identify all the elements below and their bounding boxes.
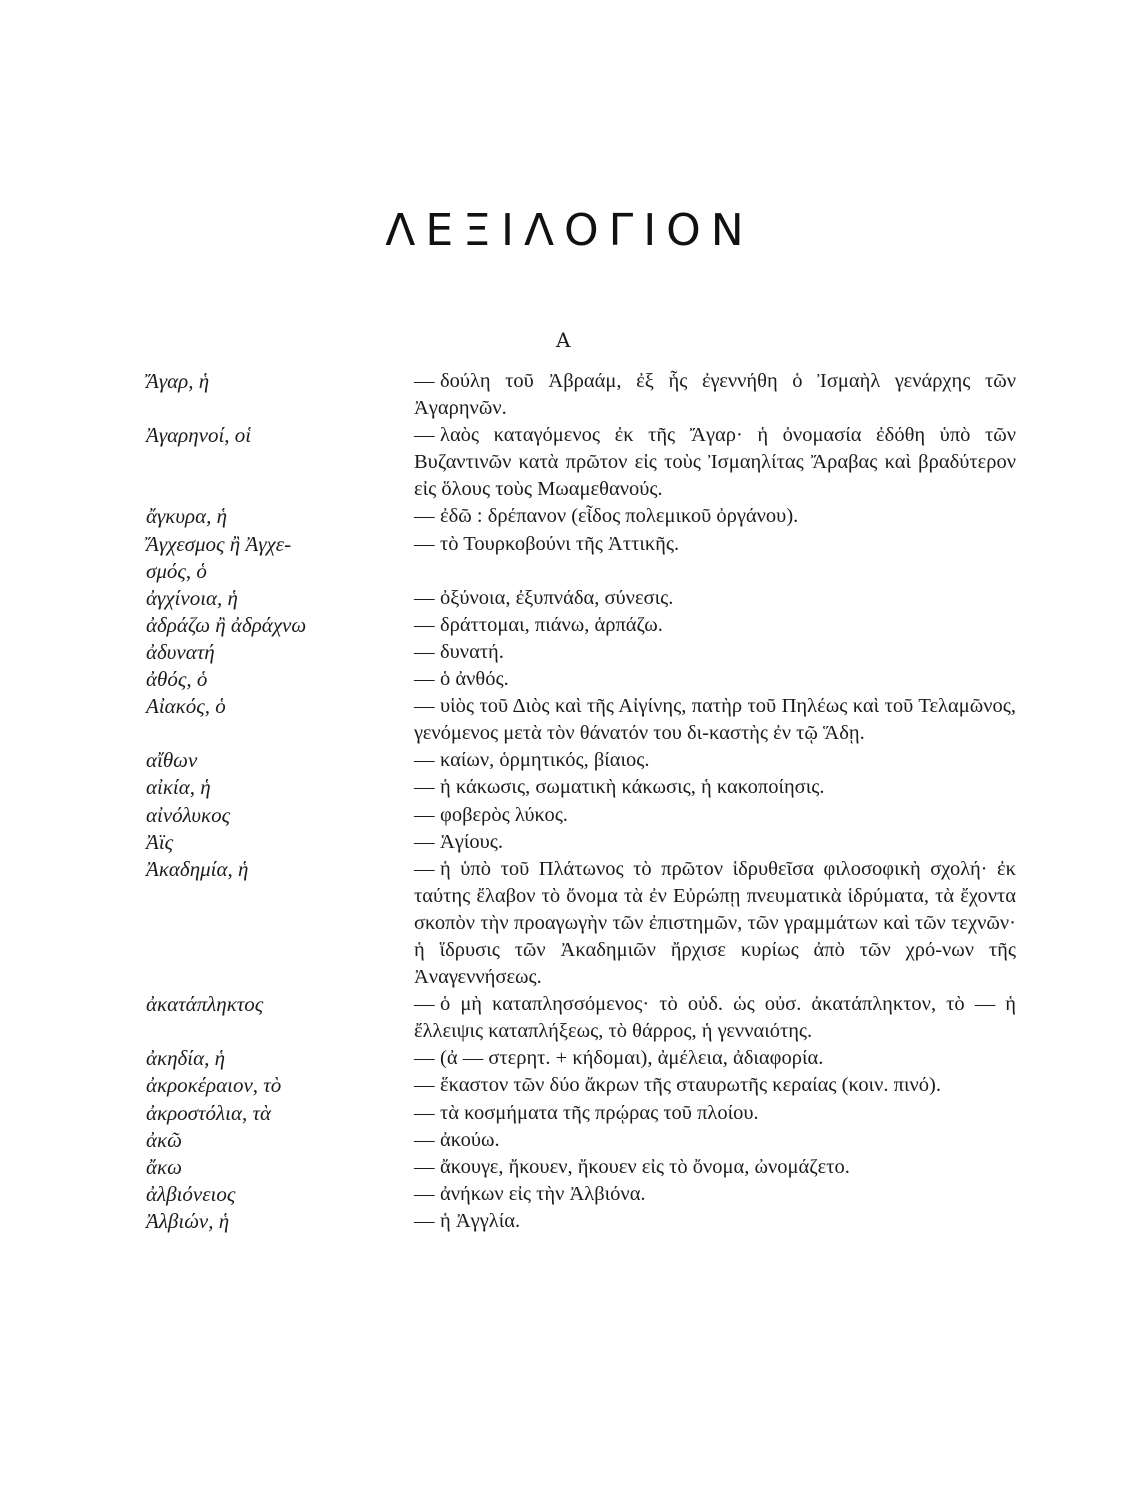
- dash: —: [414, 857, 435, 880]
- entry-definition: — ὁ ἀνθός.: [414, 666, 1016, 693]
- entry-definition: — ἡ ὑπὸ τοῦ Πλάτωνος τὸ πρῶτον ἱδρυθεῖσα φιλοσοφικὴ σχολή· ἐκ ταύτης ἔλαβον τὸ ὄνομα τὰ ἐν Εὐρώπῃ πνευματικὰ ἱδρύματα, τὰ ἔχοντα σκοπὸν τὴν προαγωγὴν τῶν ἐπιστημῶν, τῶν γραμμάτων καὶ τῶν τεχνῶν· ἡ ἵδρυσις τῶν Ἀκαδημιῶν ἤρχισε κυρίως ἀπὸ τῶν χρό-νων τῆς Ἀναγεννήσεως.: [414, 857, 1016, 989]
- entry-definition: — τὰ κοσμήματα τῆς πρῴρας τοῦ πλοίου.: [414, 1100, 1016, 1127]
- glossary-entry: [146, 1181, 1016, 1208]
- entry-definition: — Ἁγίους.: [414, 829, 1016, 856]
- entry-term: ἀκηδία, ἡ: [146, 1046, 226, 1071]
- dash: —: [414, 1182, 435, 1205]
- glossary-entry: [146, 1208, 1016, 1235]
- entry-term: αἰκία, ἡ: [146, 775, 211, 800]
- dash: —: [414, 640, 435, 663]
- section-letter: Α: [556, 328, 571, 352]
- entry-definition: — υἱὸς τοῦ Διὸς καὶ τῆς Αἰγίνης, πατὴρ τοῦ Πηλέως καὶ τοῦ Τελαμῶνος, γενόμενος μετὰ τὸν θάνατόν του δι-καστὴς ἐν τῷ Ἅδῃ.: [414, 695, 1016, 745]
- dash: —: [414, 505, 435, 528]
- dash: —: [414, 613, 435, 636]
- dash: —: [414, 1209, 435, 1232]
- entry-term: ἀλβιόνειος: [146, 1181, 236, 1206]
- glossary-entry: [146, 666, 1016, 693]
- entry-term: ἀδράζω ἢ ἀδράχνω: [146, 612, 307, 637]
- dash: —: [414, 424, 435, 447]
- entry-term: αἰνόλυκος: [146, 802, 231, 827]
- dash: —: [414, 749, 435, 772]
- entry-term: ἀδυνατή: [146, 639, 215, 664]
- dash: —: [414, 1047, 435, 1070]
- glossary-entry: [146, 991, 1016, 1045]
- entry-term: αἴθων: [146, 748, 198, 773]
- entry-definition: — ἡ Ἀγγλία.: [414, 1208, 1016, 1235]
- dash: —: [414, 1101, 435, 1124]
- dash: —: [414, 668, 435, 691]
- glossary-entry: [146, 639, 1016, 666]
- entry-definition: — ὀξύνοια, ἐξυπνάδα, σύνεσις.: [414, 585, 1016, 612]
- entry-definition: — ἄκουγε, ἤκουεν, ἤκουεν εἰς τὸ ὄνομα, ὠνομάζετο.: [414, 1154, 1016, 1181]
- glossary-entry: [146, 1100, 1016, 1127]
- dash: —: [414, 370, 435, 392]
- entry-definition: — ἡ κάκωσις, σωματικὴ κάκωσις, ἡ κακοποίησις.: [414, 774, 1016, 801]
- glossary-entry: [146, 693, 1016, 747]
- entry-term: Ἀγαρηνοί, οἱ: [146, 423, 252, 448]
- entry-definition: — (ἀ — στερητ. + κήδομαι), ἀμέλεια, ἀδιαφορία.: [414, 1045, 1016, 1072]
- glossary-entry: [146, 1045, 1016, 1072]
- entry-term: ἀγχίνοια, ἡ: [146, 585, 238, 610]
- dash: —: [414, 1128, 435, 1151]
- dash: —: [414, 586, 435, 609]
- entry-definition: — δούλη τοῦ Ἀβραάμ, ἐξ ἧς ἐγεννήθη ὁ Ἰσμαὴλ γενάρχης τῶν Ἀγαρηνῶν.: [414, 370, 1016, 420]
- glossary-entry: [146, 531, 1016, 585]
- entry-term: Ἀλβιών, ἡ: [146, 1208, 230, 1233]
- dash: —: [414, 1155, 435, 1178]
- glossary-entry: [146, 503, 1016, 530]
- entry-definition: — ἕκαστον τῶν δύο ἄκρων τῆς σταυρωτῆς κεραίας (κοιν. πινό).: [414, 1072, 1016, 1099]
- entry-definition: — τὸ Τουρκοβούνι τῆς Ἀττικῆς.: [414, 531, 1016, 585]
- entry-definition: — δράττομαι, πιάνω, ἁρπάζω.: [414, 612, 1016, 639]
- entry-term: ἄκω: [146, 1154, 182, 1179]
- glossary-entry: [146, 1127, 1016, 1154]
- dash: —: [414, 1074, 435, 1097]
- entry-definition: — λαὸς καταγόμενος ἐκ τῆς Ἄγαρ· ἡ ὀνομασία ἐδόθη ὑπὸ τῶν Βυζαντινῶν κατὰ πρῶτον εἰς τοὺς Ἰσμαηλίτας Ἄραβας καὶ βραδύτερον εἰς ὅλους τοὺς Μωαμεθανούς.: [414, 424, 1016, 501]
- entry-term: Ἄγχεσμος ἢ Ἀγχε- σμός, ὁ: [146, 531, 292, 583]
- entry-term: ἄγκυρα, ἡ: [146, 504, 228, 529]
- entry-term: ἀθός, ὁ: [146, 667, 208, 692]
- entry-definition: — καίων, ὁρμητικός, βίαιος.: [414, 747, 1016, 774]
- entry-definition: — ἐδῶ : δρέπανον (εἶδος πολεμικοῦ ὀργάνου).: [414, 503, 1016, 530]
- entry-definition: — φοβερὸς λύκος.: [414, 802, 1016, 829]
- glossary-list: [146, 368, 1016, 1235]
- glossary-entry: [146, 612, 1016, 639]
- entry-term: Ἀϊς: [146, 829, 174, 854]
- dash: —: [414, 830, 435, 853]
- entry-definition: — ὁ μὴ καταπλησσόμενος· τὸ οὐδ. ὡς οὐσ. ἀκατάπληκτον, τὸ — ἡ ἔλλειψις καταπλήξεως, τὸ θάρρος, ἡ γενναιότης.: [414, 993, 1016, 1043]
- entry-term: ἀκροκέραιον, τὸ: [146, 1073, 282, 1098]
- entry-definition: — δυνατή.: [414, 639, 1016, 666]
- page-title: ΛΕΞΙΛΟΓΙΟΝ: [385, 205, 754, 256]
- dash: —: [414, 532, 435, 555]
- entry-term: Ἄγαρ, ἡ: [146, 369, 210, 393]
- entry-term: ἀκῶ: [146, 1127, 182, 1152]
- entry-term: Ἀκαδημία, ἡ: [146, 856, 249, 881]
- glossary-entry: [146, 422, 1016, 503]
- dash: —: [414, 695, 435, 718]
- entry-term: ἀκροστόλια, τὰ: [146, 1100, 272, 1125]
- dash: —: [414, 993, 435, 1016]
- glossary-entry: [146, 829, 1016, 856]
- entry-term: ἀκατάπληκτος: [146, 992, 264, 1017]
- glossary-entry: [146, 1154, 1016, 1181]
- glossary-entry: [146, 368, 1016, 422]
- glossary-entry: [146, 1072, 1016, 1099]
- entry-definition: — ἀνήκων εἰς τὴν Ἀλβιόνα.: [414, 1181, 1016, 1208]
- entry-definition: — ἀκούω.: [414, 1127, 1016, 1154]
- glossary-entry: [146, 802, 1016, 829]
- glossary-entry: [146, 774, 1016, 801]
- glossary-entry: [146, 747, 1016, 774]
- glossary-entry: [146, 856, 1016, 991]
- entry-term: Αἰακός, ὁ: [146, 694, 226, 719]
- dash: —: [414, 803, 435, 826]
- dash: —: [414, 776, 435, 799]
- glossary-entry: [146, 585, 1016, 612]
